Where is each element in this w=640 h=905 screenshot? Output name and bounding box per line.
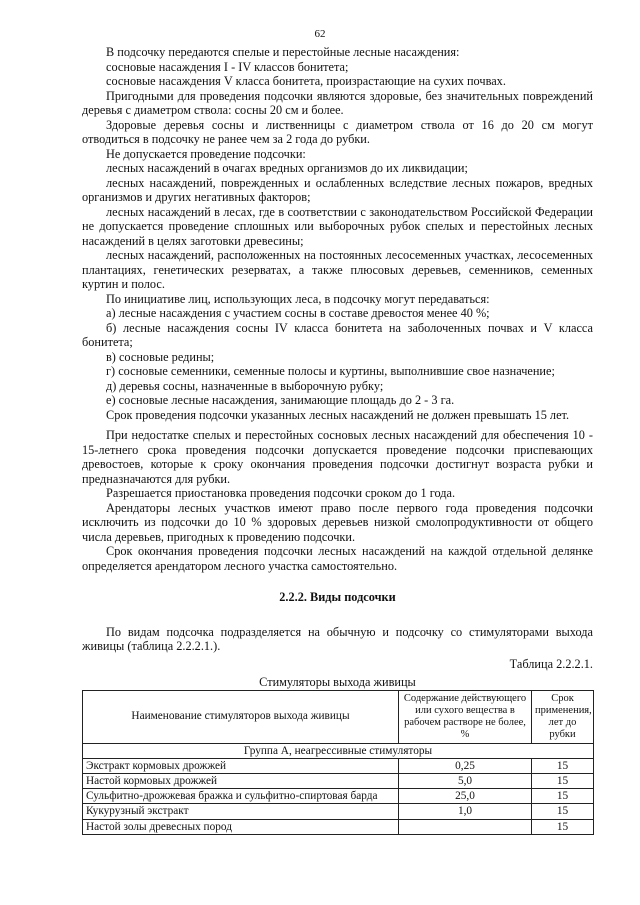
header-term: Срок применения, лет до рубки <box>532 690 594 743</box>
paragraph: а) лесные насаждения с участием сосны в составе древостоя менее 40 %; <box>106 306 490 320</box>
table-label: Таблица 2.2.2.1. <box>509 656 593 671</box>
group-label: Группа А, неагрессивные стимуляторы <box>83 743 594 758</box>
cell-term: 15 <box>532 773 594 788</box>
cell-content: 1,0 <box>399 804 532 819</box>
paragraph: лесных насаждений, поврежденных и ослабленных вследствие лесных пожаров, вредных организмов и других негативных факторов; <box>82 175 593 204</box>
header-content: Содержание действующего или сухого вещества в рабочем растворе не более, % <box>399 690 532 743</box>
cell-term: 15 <box>532 758 594 773</box>
table-row <box>83 789 594 804</box>
paragraph: сосновые насаждения V класса бонитета, произрастающие на сухих почвах. <box>106 74 506 88</box>
cell-name: Настой золы древесных пород <box>83 819 399 834</box>
paragraph: г) сосновые семенники, семенные полосы и куртины, выполнившие свое назначение; <box>106 364 555 378</box>
paragraph: лесных насаждений в очагах вредных организмов до их ликвидации; <box>106 161 468 175</box>
paragraph: Здоровые деревья сосны и лиственницы с диаметром ствола от 16 до 20 см могут отводиться в подсочку не ранее чем за 2 года до рубки. <box>82 117 593 146</box>
cell-term: 15 <box>532 804 594 819</box>
table-row <box>83 804 594 819</box>
cell-content: 25,0 <box>399 789 532 804</box>
paragraph: Разрешается приостановка проведения подсочки сроком до 1 года. <box>106 486 456 500</box>
paragraph: д) деревья сосны, назначенные в выборочную рубку; <box>106 378 384 393</box>
cell-content: 5,0 <box>399 773 532 788</box>
paragraph: Не допускается проведение подсочки: <box>106 146 306 161</box>
paragraph: е) сосновые лесные насаждения, занимающие площадь до 2 - 3 га. <box>106 393 455 407</box>
cell-name: Кукурузный экстракт <box>83 804 399 819</box>
cell-term: 15 <box>532 819 594 834</box>
section-paragraph: По видам подсочка подразделяется на обычную и подсочку со стимуляторами выхода живицы (таблица 2.2.2.1.). <box>82 624 593 653</box>
document-body <box>82 45 593 835</box>
paragraph: Пригодными для проведения подсочки являются здоровые, без значительных повреждений деревья с диаметром ствола: сосны 20 см и более. <box>82 88 593 117</box>
paragraph: в) сосновые редины; <box>106 349 215 364</box>
page-number: 62 <box>314 28 326 40</box>
cell-content <box>399 819 532 834</box>
cell-name: Сульфитно-дрожжевая бражка и сульфитно-спиртовая барда <box>83 789 399 804</box>
table-row <box>83 773 594 788</box>
paragraph-list <box>82 45 593 573</box>
paragraph: Срок проведения подсочки указанных лесных насаждений не должен превышать 15 лет. <box>106 407 570 422</box>
cell-name: Настой кормовых дрожжей <box>83 773 399 788</box>
table-header-row <box>83 690 594 743</box>
paragraph: б) лесные насаждения сосны IV класса бонитета на заболоченных почвах и V класса бонитета; <box>82 320 593 349</box>
paragraph: По инициативе лиц, использующих леса, в подсочку могут передаваться: <box>106 291 490 306</box>
section-title: 2.2.2. Виды подсочки <box>279 590 396 604</box>
header-name: Наименование стимуляторов выхода живицы <box>83 690 399 743</box>
table-row <box>83 758 594 773</box>
paragraph: Срок окончания проведения подсочки лесных насаждений на каждой отдельной делянке определяется арендатором лесного участка самостоятельно. <box>82 544 593 573</box>
cell-term: 15 <box>532 789 594 804</box>
paragraph: Арендаторы лесных участков имеют право после первого года проведения подсочки исключить из подсочки до 10 % здоровых деревьев низкой смолопродуктивности от общего числа деревьев, пригодных к проведению подсочки. <box>82 500 593 544</box>
paragraph: При недостатке спелых и перестойных сосновых лесных насаждений для обеспечения 10 - 15-летнего срока проведения подсочки допускается проведение подсочки приспевающих древостоев, которые к сроку окончания проведения подсочки достигнут возраста рубки и предназначаются для рубки. <box>82 428 593 486</box>
table-title: Стимуляторы выхода живицы <box>259 675 416 689</box>
stimulators-table <box>82 690 594 835</box>
cell-name: Экстракт кормовых дрожжей <box>83 758 399 773</box>
paragraph: лесных насаждений в лесах, где в соответствии с законодательством Российской Федерации не допускается проведение сплошных или выборочных рубок спелых и перестойных лесных насаждений в целях заготовки древесины; <box>82 204 593 248</box>
cell-content: 0,25 <box>399 758 532 773</box>
table-body <box>83 758 594 834</box>
paragraph: В подсочку передаются спелые и перестойные лесные насаждения: <box>106 45 460 59</box>
paragraph: лесных насаждений, расположенных на постоянных лесосеменных участках, лесосеменных плантациях, генетических резерватах, а также плюсовых деревьев, семенников, семенных куртин и полос. <box>82 248 593 291</box>
paragraph: сосновые насаждения I - IV классов бонитета; <box>106 59 349 74</box>
table-row <box>83 819 594 834</box>
table-group-row <box>83 743 594 758</box>
